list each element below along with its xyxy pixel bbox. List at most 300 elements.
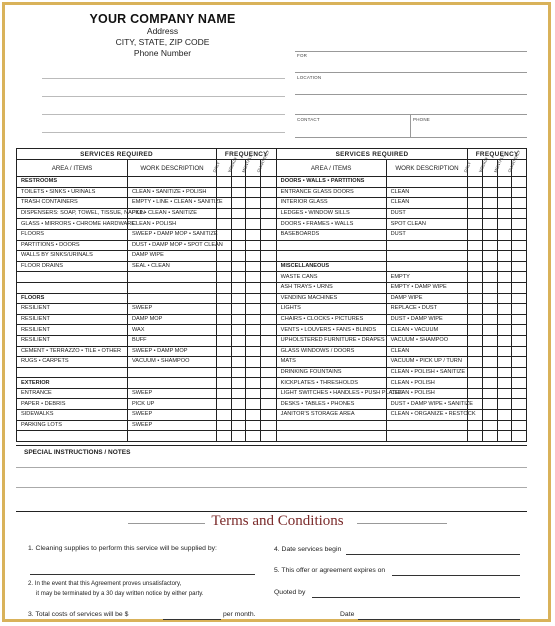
work-description-cell: CLEAN • POLISH — [386, 378, 468, 389]
frequency-checkbox-cell[interactable] — [246, 219, 261, 230]
frequency-checkbox-cell[interactable] — [260, 314, 276, 325]
table-row — [17, 357, 527, 368]
area-item-cell: UPHOLSTERED FURNITURE • DRAPES — [276, 335, 386, 346]
frequency-checkbox-cell[interactable] — [216, 282, 231, 293]
area-item-cell: WALLS BY SINKS/URINALS — [17, 251, 128, 262]
frequency-checkbox-cell[interactable] — [468, 177, 483, 188]
frequency-checkbox-cell[interactable] — [246, 187, 261, 198]
location-label: LOCATION — [297, 75, 322, 80]
frequency-checkbox-cell[interactable] — [482, 293, 497, 304]
table-row — [17, 378, 527, 389]
frequency-checkbox-cell[interactable] — [468, 378, 483, 389]
special-instructions[interactable] — [16, 447, 527, 512]
frequency-checkbox-cell[interactable] — [260, 261, 276, 272]
terms-title: Terms and Conditions — [205, 513, 349, 530]
frequency-checkbox-cell[interactable] — [216, 261, 231, 272]
frequency-checkbox-cell[interactable] — [231, 410, 246, 421]
frequency-checkbox-cell[interactable] — [216, 219, 231, 230]
work-description-cell: SWEEP — [127, 304, 216, 315]
work-description-cell — [386, 431, 468, 442]
work-description-cell — [127, 272, 216, 283]
frequency-checkbox-cell[interactable] — [216, 272, 231, 283]
table-row — [17, 240, 527, 251]
frequency-checkbox-cell[interactable] — [216, 187, 231, 198]
work-description-cell: CLEAN — [386, 198, 468, 209]
frequency-checkbox-cell[interactable] — [482, 325, 497, 336]
frequency-checkbox-cell[interactable] — [482, 388, 497, 399]
frequency-checkbox-cell[interactable] — [512, 293, 527, 304]
frequency-checkbox-cell[interactable] — [216, 335, 231, 346]
frequency-checkbox-cell[interactable] — [482, 314, 497, 325]
frequency-checkbox-cell[interactable] — [246, 357, 261, 368]
frequency-checkbox-cell[interactable] — [468, 357, 483, 368]
frequency-checkbox-cell[interactable] — [260, 240, 276, 251]
special-instructions-title: SPECIAL INSTRUCTIONS / NOTES — [24, 449, 131, 456]
frequency-checkbox-cell[interactable] — [216, 293, 231, 304]
frequency-checkbox-cell[interactable] — [231, 367, 246, 378]
left-blank-line — [42, 96, 285, 97]
frequency-checkbox-cell[interactable] — [231, 261, 246, 272]
frequency-checkbox-cell[interactable] — [260, 357, 276, 368]
frequency-checkbox-cell[interactable] — [216, 304, 231, 315]
frequency-checkbox-cell[interactable] — [482, 261, 497, 272]
work-description-cell: PICK UP — [127, 399, 216, 410]
frequency-checkbox-cell[interactable] — [482, 378, 497, 389]
frequency-checkbox-cell[interactable] — [246, 240, 261, 251]
frequency-checkbox-cell[interactable] — [512, 240, 527, 251]
frequency-checkbox-cell[interactable] — [482, 198, 497, 209]
area-item-cell: KICKPLATES • THRESHOLDS — [276, 378, 386, 389]
area-item-cell — [276, 420, 386, 431]
frequency-checkbox-cell[interactable] — [497, 388, 512, 399]
frequency-checkbox-cell[interactable] — [246, 367, 261, 378]
frequency-checkbox-cell[interactable] — [231, 378, 246, 389]
area-item-cell: CEMENT • TERRAZZO • TILE • OTHER — [17, 346, 128, 357]
frequency-checkbox-cell[interactable] — [216, 431, 231, 442]
frequency-checkbox-cell[interactable] — [512, 198, 527, 209]
table-row — [17, 410, 527, 421]
frequency-checkbox-cell[interactable] — [246, 198, 261, 209]
frequency-checkbox-cell[interactable] — [231, 198, 246, 209]
area-item-cell: SIDEWALKS — [17, 410, 128, 421]
frequency-checkbox-cell[interactable] — [260, 420, 276, 431]
frequency-checkbox-cell[interactable] — [231, 177, 246, 188]
frequency-checkbox-cell[interactable] — [216, 325, 231, 336]
frequency-checkbox-cell[interactable] — [482, 357, 497, 368]
frequency-checkbox-cell[interactable] — [482, 219, 497, 230]
frequency-checkbox-cell[interactable] — [512, 410, 527, 421]
start-date-field[interactable] — [346, 554, 520, 555]
frequency-checkbox-cell[interactable] — [512, 378, 527, 389]
work-description-cell: SPOT CLEAN — [386, 219, 468, 230]
frequency-checkbox-cell[interactable] — [512, 272, 527, 283]
frequency-checkbox-cell[interactable] — [468, 251, 483, 262]
frequency-checkbox-cell[interactable] — [231, 251, 246, 262]
work-description-cell: SWEEP — [127, 420, 216, 431]
area-item-cell: TRASH CONTAINERS — [17, 198, 128, 209]
frequency-checkbox-cell[interactable] — [468, 272, 483, 283]
frequency-checkbox-cell[interactable] — [497, 378, 512, 389]
frequency-checkbox-cell[interactable] — [260, 229, 276, 240]
frequency-checkbox-cell[interactable] — [512, 357, 527, 368]
contact-field-line[interactable] — [295, 137, 527, 138]
frequency-checkbox-cell[interactable] — [260, 367, 276, 378]
frequency-checkbox-cell[interactable] — [260, 272, 276, 283]
frequency-checkbox-cell[interactable] — [216, 410, 231, 421]
frequency-left: FREQUENCY — [216, 149, 276, 160]
work-description-cell: REPLACE • DUST — [386, 304, 468, 315]
area-item-cell: RESILIENT — [17, 335, 128, 346]
frequency-checkbox-cell[interactable] — [468, 208, 483, 219]
frequency-checkbox-cell[interactable] — [468, 240, 483, 251]
frequency-checkbox-cell[interactable] — [260, 198, 276, 209]
work-description-cell: DAMP MOP — [127, 314, 216, 325]
quoted-by-label: Quoted by — [274, 589, 306, 596]
frequency-checkbox-cell[interactable] — [482, 272, 497, 283]
frequency-checkbox-cell[interactable] — [468, 304, 483, 315]
frequency-checkbox-cell[interactable] — [246, 431, 261, 442]
frequency-checkbox-cell[interactable] — [468, 314, 483, 325]
frequency-checkbox-cell[interactable] — [512, 304, 527, 315]
expiry-date-field[interactable] — [392, 575, 520, 576]
frequency-checkbox-cell[interactable] — [231, 431, 246, 442]
work-description-cell: SEAL • CLEAN — [127, 261, 216, 272]
frequency-checkbox-cell[interactable] — [216, 367, 231, 378]
table-row — [17, 325, 527, 336]
frequency-checkbox-cell[interactable] — [231, 388, 246, 399]
frequency-checkbox-cell[interactable] — [468, 293, 483, 304]
frequency-checkbox-cell[interactable] — [216, 420, 231, 431]
area-item-cell: ENTRANCE GLASS DOORS — [276, 187, 386, 198]
frequency-checkbox-cell[interactable] — [482, 229, 497, 240]
frequency-right: FREQUENCY — [468, 149, 527, 160]
clause-3a: 3. Total costs of services will be $ — [28, 611, 129, 618]
frequency-checkbox-cell[interactable] — [497, 304, 512, 315]
area-item-cell: RESTROOMS — [17, 177, 128, 188]
frequency-checkbox-cell[interactable] — [497, 346, 512, 357]
frequency-checkbox-cell[interactable] — [482, 335, 497, 346]
frequency-checkbox-cell[interactable] — [260, 251, 276, 262]
frequency-checkbox-cell[interactable] — [482, 399, 497, 410]
area-item-cell: RUGS • CARPETS — [17, 357, 128, 368]
frequency-checkbox-cell[interactable] — [231, 187, 246, 198]
frequency-checkbox-cell[interactable] — [512, 261, 527, 272]
frequency-checkbox-cell[interactable] — [482, 240, 497, 251]
table-row — [17, 177, 527, 188]
area-item-cell: DESKS • TABLES • PHONES — [276, 399, 386, 410]
frequency-checkbox-cell[interactable] — [216, 314, 231, 325]
frequency-checkbox-cell[interactable] — [512, 208, 527, 219]
frequency-checkbox-cell[interactable] — [497, 420, 512, 431]
frequency-checkbox-cell[interactable] — [482, 177, 497, 188]
frequency-checkbox-cell[interactable] — [246, 314, 261, 325]
frequency-checkbox-cell[interactable] — [512, 367, 527, 378]
frequency-checkbox-cell[interactable] — [246, 325, 261, 336]
area-items-header: AREA / ITEMS — [17, 160, 128, 177]
frequency-checkbox-cell[interactable] — [246, 399, 261, 410]
frequency-checkbox-cell[interactable] — [468, 325, 483, 336]
area-item-cell: DRINKING FOUNTAINS — [276, 367, 386, 378]
frequency-checkbox-cell[interactable] — [260, 378, 276, 389]
frequency-checkbox-cell[interactable] — [497, 399, 512, 410]
area-item-cell: WASTE CANS — [276, 272, 386, 283]
area-item-cell: GLASS WINDOWS / DOORS — [276, 346, 386, 357]
table-row — [17, 293, 527, 304]
frequency-checkbox-cell[interactable] — [246, 177, 261, 188]
frequency-checkbox-cell[interactable] — [260, 293, 276, 304]
frequency-checkbox-cell[interactable] — [482, 208, 497, 219]
frequency-checkbox-cell[interactable] — [231, 208, 246, 219]
frequency-checkbox-cell[interactable] — [246, 410, 261, 421]
frequency-checkbox-cell[interactable] — [231, 357, 246, 368]
date-field[interactable] — [358, 619, 520, 620]
work-description-cell — [127, 367, 216, 378]
frequency-checkbox-cell[interactable] — [512, 177, 527, 188]
quoted-by-field[interactable] — [312, 597, 520, 598]
frequency-checkbox-cell[interactable] — [231, 346, 246, 357]
frequency-checkbox-cell[interactable] — [497, 335, 512, 346]
area-item-cell: FLOORS — [17, 229, 128, 240]
frequency-checkbox-cell[interactable] — [468, 229, 483, 240]
frequency-checkbox-cell[interactable] — [246, 346, 261, 357]
frequency-checkbox-cell[interactable] — [482, 304, 497, 315]
frequency-checkbox-cell[interactable] — [246, 388, 261, 399]
frequency-checkbox-cell[interactable] — [512, 219, 527, 230]
frequency-checkbox-cell[interactable] — [497, 187, 512, 198]
frequency-checkbox-cell[interactable] — [468, 431, 483, 442]
frequency-checkbox-cell[interactable] — [497, 177, 512, 188]
area-items-header: AREA / ITEMS — [276, 160, 386, 177]
frequency-checkbox-cell[interactable] — [482, 187, 497, 198]
frequency-checkbox-cell[interactable] — [231, 219, 246, 230]
frequency-checkbox-cell[interactable] — [260, 335, 276, 346]
frequency-checkbox-cell[interactable] — [512, 335, 527, 346]
frequency-checkbox-cell[interactable] — [512, 431, 527, 442]
area-item-cell — [17, 282, 128, 293]
total-cost-field[interactable] — [163, 619, 221, 620]
work-description-cell: DUST • DAMP MOP • SPOT CLEAN — [127, 240, 216, 251]
frequency-checkbox-cell[interactable] — [512, 420, 527, 431]
for-field-line[interactable] — [295, 51, 527, 52]
frequency-checkbox-cell[interactable] — [512, 346, 527, 357]
frequency-checkbox-cell[interactable] — [260, 208, 276, 219]
table-row — [17, 304, 527, 315]
frequency-checkbox-cell[interactable] — [260, 219, 276, 230]
company-address: Address — [146, 26, 179, 36]
frequency-checkbox-cell[interactable] — [246, 272, 261, 283]
frequency-checkbox-cell[interactable] — [260, 304, 276, 315]
table-row — [17, 314, 527, 325]
frequency-checkbox-cell[interactable] — [231, 420, 246, 431]
frequency-checkbox-cell[interactable] — [497, 272, 512, 283]
frequency-checkbox-cell[interactable] — [216, 346, 231, 357]
frequency-checkbox-cell[interactable] — [512, 187, 527, 198]
frequency-checkbox-cell[interactable] — [512, 388, 527, 399]
contact-label: CONTACT — [297, 117, 320, 122]
table-row — [17, 420, 527, 431]
area-item-cell: PAPER • DEBRIS — [17, 399, 128, 410]
freq-col-weekly: WEEKLY — [482, 160, 497, 177]
work-description-cell: VACUUM • SHAMPOO — [127, 357, 216, 368]
frequency-checkbox-cell[interactable] — [246, 251, 261, 262]
table-row — [17, 198, 527, 209]
frequency-checkbox-cell[interactable] — [260, 177, 276, 188]
frequency-checkbox-cell[interactable] — [216, 208, 231, 219]
frequency-checkbox-cell[interactable] — [246, 282, 261, 293]
frequency-checkbox-cell[interactable] — [482, 420, 497, 431]
table-row — [17, 229, 527, 240]
frequency-checkbox-cell[interactable] — [468, 261, 483, 272]
frequency-checkbox-cell[interactable] — [260, 399, 276, 410]
frequency-checkbox-cell[interactable] — [512, 399, 527, 410]
frequency-checkbox-cell[interactable] — [231, 314, 246, 325]
area-item-cell — [276, 431, 386, 442]
frequency-checkbox-cell[interactable] — [497, 357, 512, 368]
frequency-checkbox-cell[interactable] — [216, 177, 231, 188]
frequency-checkbox-cell[interactable] — [497, 410, 512, 421]
frequency-checkbox-cell[interactable] — [231, 240, 246, 251]
frequency-checkbox-cell[interactable] — [216, 399, 231, 410]
frequency-checkbox-cell[interactable] — [231, 304, 246, 315]
location-field-line[interactable] — [295, 94, 527, 95]
frequency-checkbox-cell[interactable] — [512, 251, 527, 262]
frequency-checkbox-cell[interactable] — [246, 229, 261, 240]
frequency-checkbox-cell[interactable] — [260, 187, 276, 198]
frequency-checkbox-cell[interactable] — [512, 314, 527, 325]
frequency-checkbox-cell[interactable] — [468, 335, 483, 346]
frequency-checkbox-cell[interactable] — [216, 378, 231, 389]
frequency-checkbox-cell[interactable] — [260, 388, 276, 399]
frequency-checkbox-cell[interactable] — [468, 282, 483, 293]
frequency-checkbox-cell[interactable] — [231, 325, 246, 336]
work-description-cell: DUST • DAMP WIPE — [386, 314, 468, 325]
frequency-checkbox-cell[interactable] — [497, 293, 512, 304]
frequency-checkbox-cell[interactable] — [231, 229, 246, 240]
work-description-cell: VACUUM • PICK UP / TURN — [386, 357, 468, 368]
frequency-checkbox-cell[interactable] — [260, 346, 276, 357]
location-field-line-2[interactable] — [295, 114, 527, 115]
frequency-checkbox-cell[interactable] — [512, 229, 527, 240]
frequency-checkbox-cell[interactable] — [468, 187, 483, 198]
frequency-checkbox-cell[interactable] — [497, 314, 512, 325]
frequency-checkbox-cell[interactable] — [260, 325, 276, 336]
frequency-checkbox-cell[interactable] — [482, 410, 497, 421]
frequency-checkbox-cell[interactable] — [216, 229, 231, 240]
work-description-cell: DUST — [386, 229, 468, 240]
table-row — [17, 282, 527, 293]
frequency-checkbox-cell[interactable] — [482, 346, 497, 357]
area-item-cell: PARKING LOTS — [17, 420, 128, 431]
frequency-checkbox-cell[interactable] — [497, 251, 512, 262]
frequency-checkbox-cell[interactable] — [231, 399, 246, 410]
area-item-cell: ENTRANCE — [17, 388, 128, 399]
area-item-cell — [17, 367, 128, 378]
frequency-checkbox-cell[interactable] — [246, 378, 261, 389]
clause-5: 5. This offer or agreement expires on — [274, 567, 386, 574]
frequency-checkbox-cell[interactable] — [468, 219, 483, 230]
notes-line — [16, 467, 527, 468]
for-field-line-2[interactable] — [295, 72, 527, 73]
clause-1: 1. Cleaning supplies to perform this service will be supplied by: — [28, 545, 217, 552]
frequency-checkbox-cell[interactable] — [482, 367, 497, 378]
frequency-checkbox-cell[interactable] — [246, 293, 261, 304]
frequency-checkbox-cell[interactable] — [260, 431, 276, 442]
frequency-checkbox-cell[interactable] — [468, 198, 483, 209]
frequency-checkbox-cell[interactable] — [260, 410, 276, 421]
frequency-checkbox-cell[interactable] — [246, 420, 261, 431]
frequency-checkbox-cell[interactable] — [216, 357, 231, 368]
frequency-checkbox-cell[interactable] — [246, 261, 261, 272]
work-description-cell: CLEAN — [386, 187, 468, 198]
terms-rule-right — [357, 523, 447, 524]
work-description-cell — [127, 431, 216, 442]
frequency-checkbox-cell[interactable] — [497, 367, 512, 378]
work-description-cell: SWEEP • DAMP MOP — [127, 346, 216, 357]
date-label: Date — [340, 611, 355, 618]
area-item-cell — [276, 251, 386, 262]
frequency-checkbox-cell[interactable] — [231, 293, 246, 304]
area-item-cell: RESILIENT — [17, 325, 128, 336]
frequency-checkbox-cell[interactable] — [231, 335, 246, 346]
left-blank-line — [42, 132, 285, 133]
supplies-field[interactable] — [30, 574, 255, 575]
contact-divider — [410, 114, 411, 138]
frequency-checkbox-cell[interactable] — [231, 282, 246, 293]
frequency-checkbox-cell[interactable] — [246, 208, 261, 219]
work-description-cell — [127, 177, 216, 188]
frequency-checkbox-cell[interactable] — [246, 335, 261, 346]
work-description-cell — [127, 293, 216, 304]
freq-col-weekly: WEEKLY — [231, 160, 246, 177]
frequency-checkbox-cell[interactable] — [497, 229, 512, 240]
work-description-cell — [386, 240, 468, 251]
frequency-checkbox-cell[interactable] — [497, 219, 512, 230]
frequency-checkbox-cell[interactable] — [512, 325, 527, 336]
area-item-cell: PARTITIONS • DOORS — [17, 240, 128, 251]
freq-col-monthly: MONTHLY — [497, 160, 512, 177]
work-description-cell: EMPTY • LINE • CLEAN • SANITIZE — [127, 198, 216, 209]
frequency-checkbox-cell[interactable] — [497, 325, 512, 336]
phone-label: PHONE — [413, 117, 431, 122]
frequency-checkbox-cell[interactable] — [216, 251, 231, 262]
work-description-cell — [386, 177, 468, 188]
frequency-checkbox-cell[interactable] — [497, 208, 512, 219]
table-row — [17, 251, 527, 262]
company-name: YOUR COMPANY NAME — [89, 12, 236, 26]
area-item-cell: VENTS • LOUVERS • FANS • BLINDS — [276, 325, 386, 336]
work-description-cell: SWEEP — [127, 410, 216, 421]
frequency-checkbox-cell[interactable] — [231, 272, 246, 283]
frequency-checkbox-cell[interactable] — [468, 346, 483, 357]
frequency-checkbox-cell[interactable] — [497, 240, 512, 251]
frequency-checkbox-cell[interactable] — [468, 420, 483, 431]
frequency-checkbox-cell[interactable] — [246, 304, 261, 315]
frequency-checkbox-cell[interactable] — [482, 282, 497, 293]
frequency-checkbox-cell[interactable] — [497, 198, 512, 209]
frequency-checkbox-cell[interactable] — [497, 261, 512, 272]
freq-col-daily: DAILY — [216, 160, 231, 177]
frequency-checkbox-cell[interactable] — [512, 282, 527, 293]
frequency-checkbox-cell[interactable] — [497, 282, 512, 293]
frequency-checkbox-cell[interactable] — [216, 388, 231, 399]
frequency-checkbox-cell[interactable] — [482, 251, 497, 262]
frequency-checkbox-cell[interactable] — [497, 431, 512, 442]
frequency-checkbox-cell[interactable] — [260, 282, 276, 293]
frequency-checkbox-cell[interactable] — [468, 388, 483, 399]
freq-col-daily: DAILY — [468, 160, 483, 177]
frequency-checkbox-cell[interactable] — [468, 367, 483, 378]
frequency-checkbox-cell[interactable] — [482, 431, 497, 442]
